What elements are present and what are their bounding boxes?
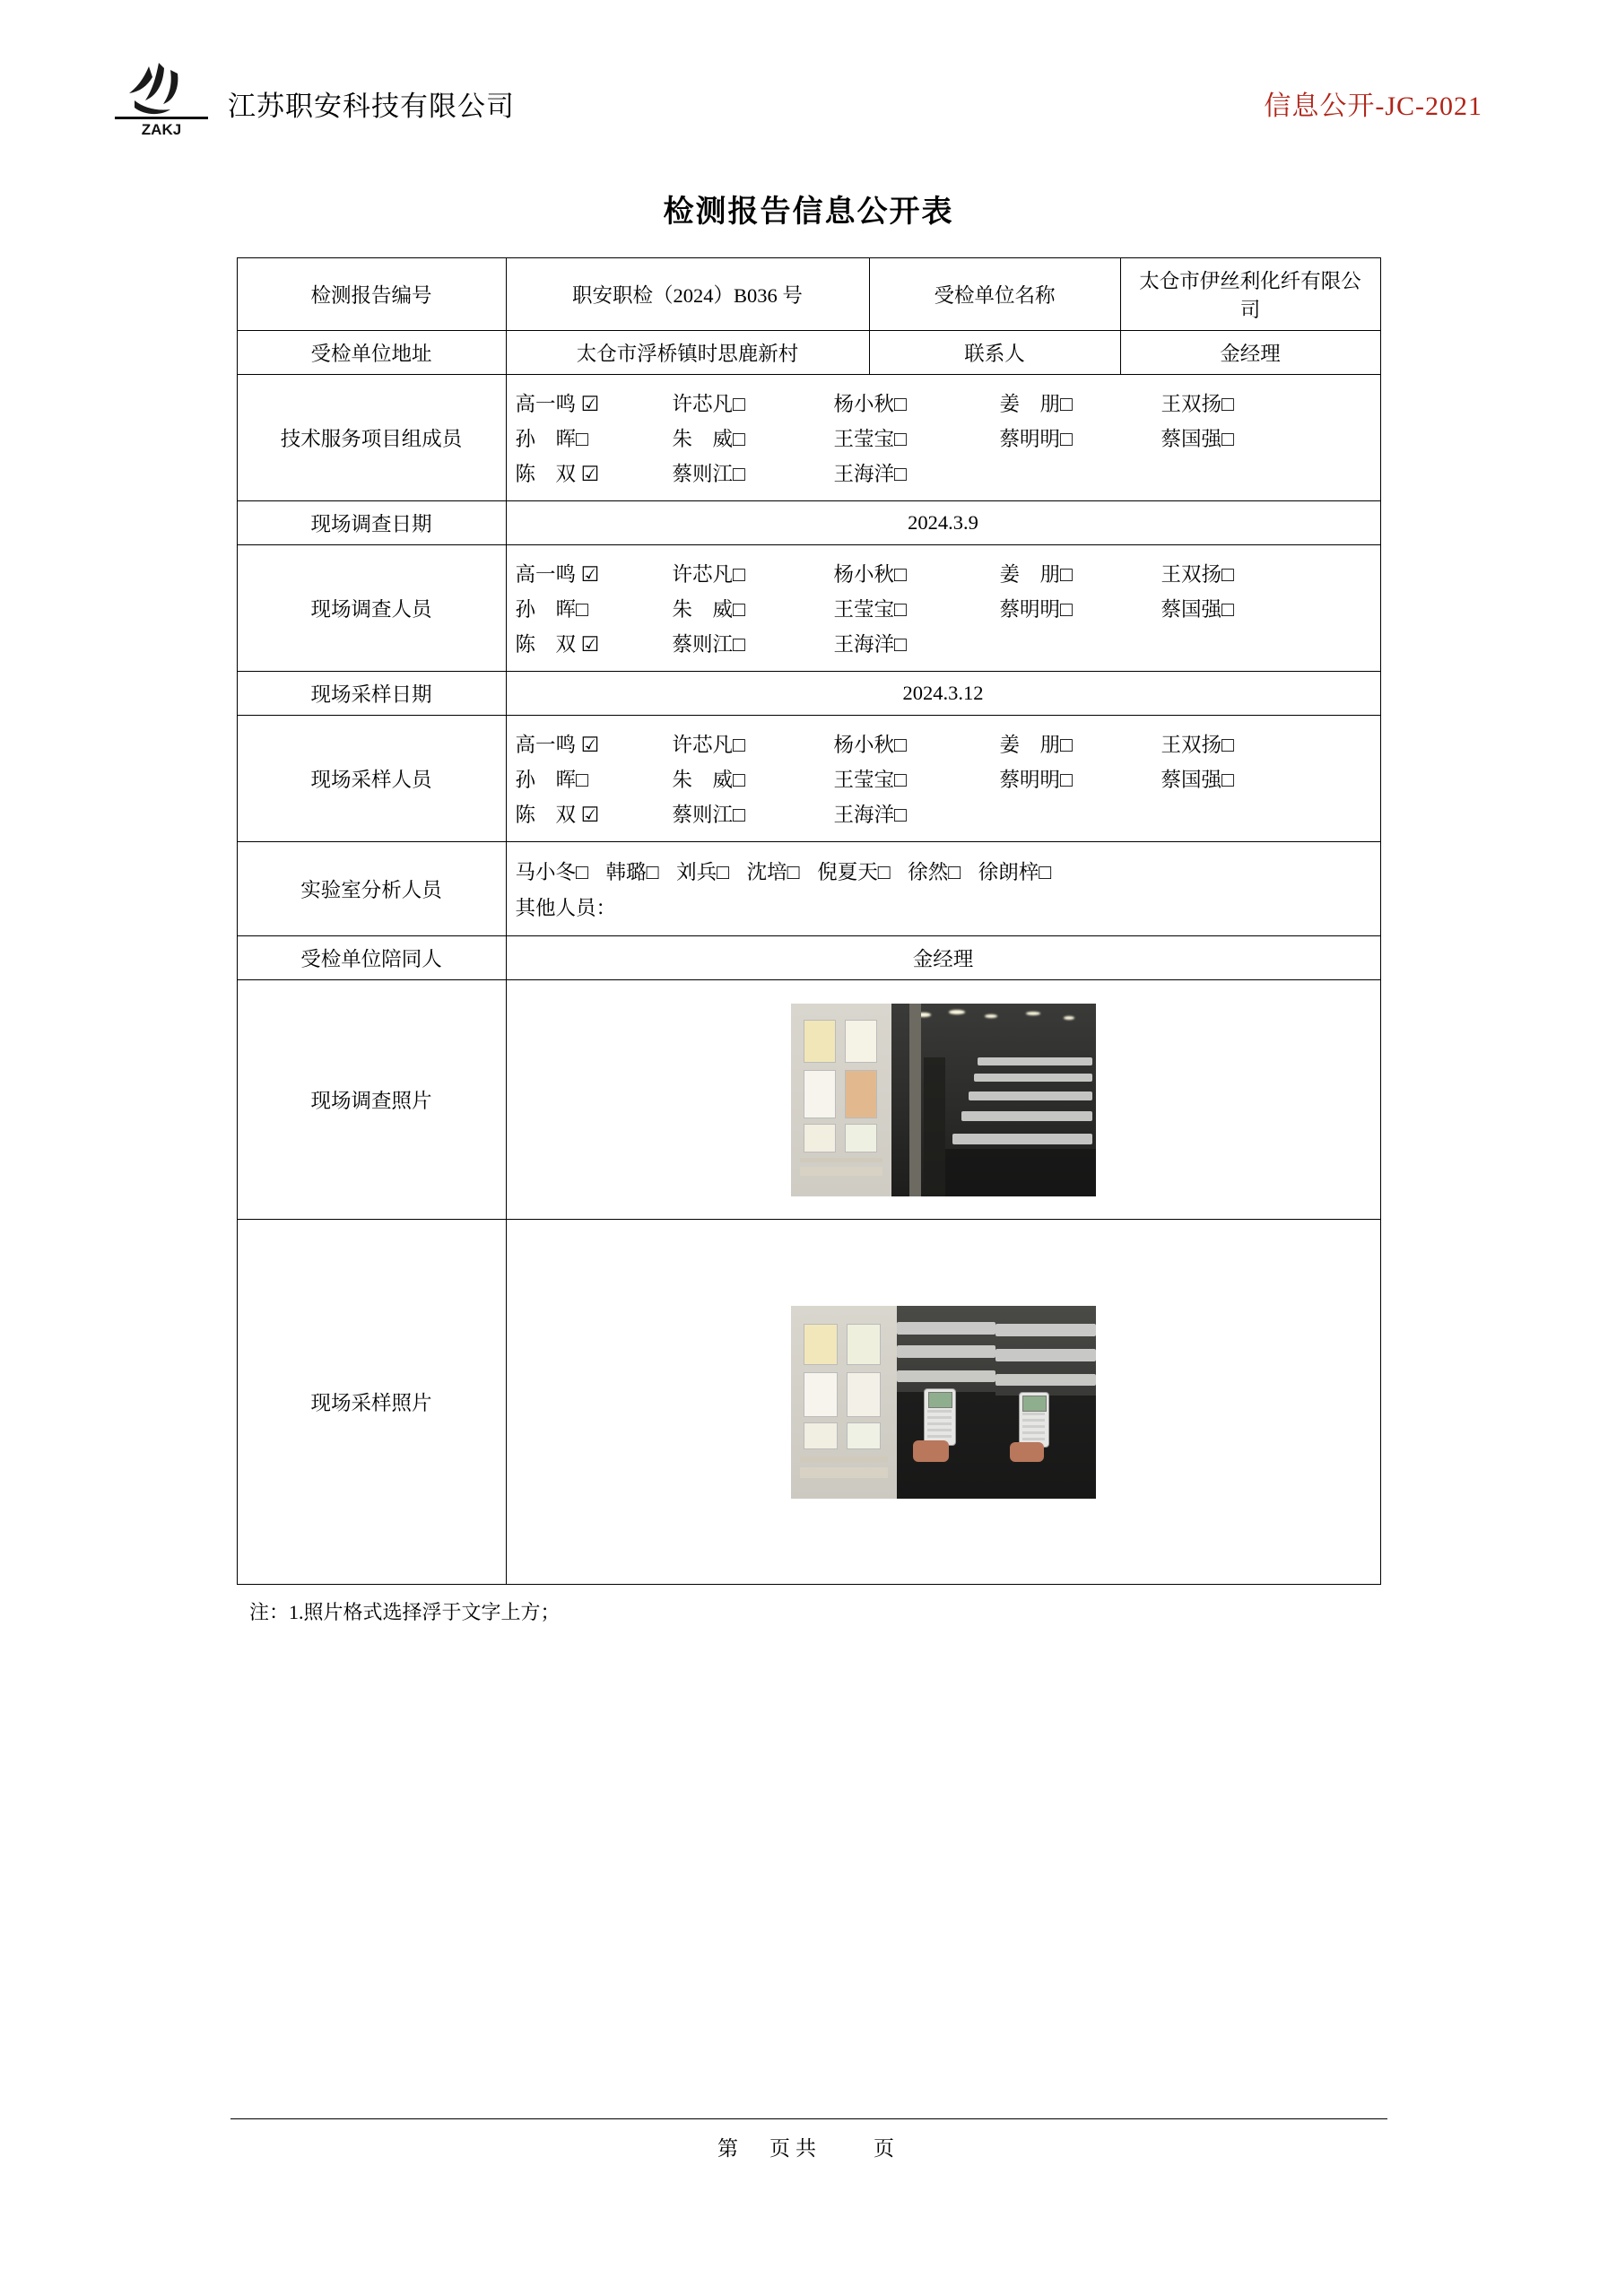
- member-item[interactable]: 杨小秋□: [833, 393, 907, 415]
- value-sampling-date: 2024.3.12: [506, 672, 1380, 716]
- table-row: [237, 980, 1380, 1220]
- member-item[interactable]: 王双扬□: [1161, 563, 1234, 586]
- label-unit-address: 受检单位地址: [237, 331, 506, 375]
- table-row: [237, 716, 1380, 842]
- checkbox: □: [894, 463, 907, 485]
- member-item[interactable]: 杨小秋□: [833, 734, 907, 756]
- member-item[interactable]: 蔡明明□: [999, 769, 1073, 791]
- member-item[interactable]: 高一鸣 ☑: [515, 393, 600, 415]
- member-item[interactable]: 高一鸣 ☑: [515, 563, 600, 586]
- member-item[interactable]: 许芯凡□: [672, 393, 745, 415]
- label-accompany: 受检单位陪同人: [237, 936, 506, 980]
- sampling-photos-cell: [506, 1220, 1380, 1585]
- checkbox: □: [894, 393, 907, 415]
- checkbox: □: [1060, 598, 1073, 621]
- page-title: 检测报告信息公开表: [663, 196, 954, 229]
- checkbox: □: [733, 769, 745, 791]
- member-row-3: [516, 458, 1371, 487]
- value-unit-name: 太仓市伊丝利化纤有限公司: [1120, 258, 1380, 331]
- member-item[interactable]: 王海洋□: [833, 463, 907, 485]
- table-row: [237, 842, 1380, 936]
- member-item[interactable]: 蔡则江□: [672, 804, 745, 826]
- lab-analyst-item[interactable]: 倪夏天□: [817, 861, 891, 883]
- checkbox: □: [1060, 428, 1073, 450]
- value-accompany: 金经理: [506, 936, 1380, 980]
- lab-analyst-item[interactable]: 韩璐□: [605, 861, 659, 883]
- photo-poster-board: [791, 1306, 897, 1499]
- header-left: [108, 61, 515, 146]
- member-item[interactable]: 蔡明明□: [999, 598, 1073, 621]
- checkbox: □: [948, 861, 961, 883]
- footer-divider: [230, 2118, 1387, 2119]
- table-row: [237, 672, 1380, 716]
- checkbox: □: [576, 598, 588, 621]
- checkbox: □: [733, 734, 745, 756]
- member-row-2: [516, 423, 1371, 452]
- checkbox: □: [1221, 734, 1234, 756]
- lab-analyst-item[interactable]: 徐朗梓□: [978, 861, 1052, 883]
- info-table: [237, 257, 1381, 1585]
- checkbox: □: [1060, 769, 1073, 791]
- checkbox: □: [894, 769, 907, 791]
- table-row: [237, 375, 1380, 501]
- member-row-1: [516, 388, 1371, 417]
- value-survey-date: 2024.3.9: [506, 501, 1380, 545]
- value-report-no: 职安职检（2024）B036 号: [506, 258, 869, 331]
- member-item[interactable]: 孙 晖□: [515, 598, 588, 621]
- table-row: [237, 545, 1380, 672]
- lab-analyst-item[interactable]: 徐然□: [908, 861, 961, 883]
- label-contact: 联系人: [869, 331, 1120, 375]
- checkbox: □: [733, 393, 745, 415]
- member-item[interactable]: 蔡则江□: [672, 633, 745, 656]
- member-item[interactable]: 王莹宝□: [833, 769, 907, 791]
- checkbox: □: [894, 428, 907, 450]
- member-item[interactable]: 王双扬□: [1161, 393, 1234, 415]
- checkbox: □: [733, 804, 745, 826]
- member-row-1: [516, 729, 1371, 758]
- other-people-label: 其他人员：: [515, 897, 617, 919]
- checkbox: □: [733, 428, 745, 450]
- survey-photo: [791, 1004, 1096, 1196]
- sampling-people-checklist[interactable]: [506, 716, 1380, 842]
- table-note: 注：1.照片格式选择浮于文字上方；: [249, 1601, 561, 1623]
- checkbox: □: [877, 861, 891, 883]
- checkbox: □: [576, 769, 588, 791]
- label-survey-people: 现场调查人员: [237, 545, 506, 672]
- survey-photo-wrap: [516, 1004, 1371, 1196]
- checkbox: □: [1221, 428, 1234, 450]
- label-sampling-photos: 现场采样照片: [237, 1220, 506, 1585]
- member-item[interactable]: 王莹宝□: [833, 428, 907, 450]
- footer-page-number: 第 页共 页: [717, 2137, 900, 2160]
- checkbox: ☑: [580, 393, 600, 415]
- member-item[interactable]: 朱 威□: [672, 428, 745, 450]
- checkbox: □: [787, 861, 800, 883]
- label-sampling-date: 现场采样日期: [237, 672, 506, 716]
- checkbox: □: [576, 861, 588, 883]
- checkbox: □: [894, 633, 907, 656]
- label-team-members: 技术服务项目组成员: [237, 375, 506, 501]
- member-item[interactable]: 陈 双 ☑: [515, 633, 600, 656]
- sampling-photo-wrap: [516, 1306, 1371, 1499]
- member-item[interactable]: 陈 双 ☑: [515, 463, 600, 485]
- checkbox: □: [1039, 861, 1052, 883]
- checkbox: □: [733, 563, 745, 586]
- document-code: 信息公开-JC-2021: [1264, 91, 1482, 121]
- table-row: [237, 331, 1380, 375]
- table-row: [237, 1220, 1380, 1585]
- checkbox: □: [576, 428, 588, 450]
- member-item[interactable]: 姜 朋□: [999, 393, 1073, 415]
- lab-analysts-checklist[interactable]: [506, 842, 1380, 936]
- member-item[interactable]: 蔡国强□: [1161, 598, 1234, 621]
- survey-people-checklist[interactable]: [506, 545, 1380, 672]
- member-item[interactable]: 许芯凡□: [672, 734, 745, 756]
- lab-analysts-line: [516, 857, 1371, 885]
- member-item[interactable]: 朱 威□: [672, 598, 745, 621]
- checkbox: ☑: [580, 804, 600, 826]
- member-item[interactable]: 蔡国强□: [1161, 428, 1234, 450]
- table-row: [237, 258, 1380, 331]
- member-item[interactable]: 陈 双 ☑: [515, 804, 600, 826]
- company-logo: [108, 61, 215, 146]
- lab-analyst-item[interactable]: 刘兵□: [676, 861, 730, 883]
- photo-sampling-device-left: [897, 1306, 995, 1499]
- checkbox: □: [894, 804, 907, 826]
- photo-poster-board: [791, 1004, 891, 1196]
- page-header: [108, 54, 1509, 152]
- label-lab-analysts: 实验室分析人员: [237, 842, 506, 936]
- page-footer: [108, 2118, 1509, 2161]
- checkbox: □: [894, 734, 907, 756]
- member-item[interactable]: 蔡国强□: [1161, 769, 1234, 791]
- member-row-2: [516, 594, 1371, 622]
- checkbox: □: [894, 563, 907, 586]
- member-item[interactable]: 姜 朋□: [999, 563, 1073, 586]
- member-row-3: [516, 629, 1371, 657]
- photo-workshop: [891, 1004, 1096, 1196]
- member-item[interactable]: 许芯凡□: [672, 563, 745, 586]
- value-unit-address: 太仓市浮桥镇时思鹿新村: [506, 331, 869, 375]
- label-report-no: 检测报告编号: [237, 258, 506, 331]
- label-survey-photos: 现场调查照片: [237, 980, 506, 1220]
- checkbox: ☑: [580, 633, 600, 656]
- team-members-checklist[interactable]: [506, 375, 1380, 501]
- checkbox: □: [733, 463, 745, 485]
- survey-photos-cell: [506, 980, 1380, 1220]
- member-item[interactable]: 王莹宝□: [833, 598, 907, 621]
- checkbox: □: [1221, 563, 1234, 586]
- member-item[interactable]: 高一鸣 ☑: [515, 734, 600, 756]
- checkbox: □: [646, 861, 659, 883]
- checkbox: □: [733, 598, 745, 621]
- lab-analyst-item[interactable]: 马小冬□: [515, 861, 588, 883]
- table-row: [237, 501, 1380, 545]
- sampling-photo: [791, 1306, 1096, 1499]
- member-item[interactable]: 王双扬□: [1161, 734, 1234, 756]
- checkbox: ☑: [580, 463, 600, 485]
- member-item[interactable]: 蔡明明□: [999, 428, 1073, 450]
- checkbox: □: [1060, 563, 1073, 586]
- member-row-3: [516, 799, 1371, 828]
- photo-sampling-device-right: [995, 1306, 1096, 1499]
- value-contact: 金经理: [1120, 331, 1380, 375]
- lab-analyst-item[interactable]: 沈培□: [746, 861, 800, 883]
- checkbox: ☑: [580, 563, 600, 586]
- checkbox: □: [894, 598, 907, 621]
- table-row: [237, 936, 1380, 980]
- checkbox: □: [1060, 734, 1073, 756]
- checkbox: □: [717, 861, 730, 883]
- checkbox: ☑: [580, 734, 600, 756]
- company-name: 江苏职安科技有限公司: [228, 90, 515, 122]
- member-row-1: [516, 559, 1371, 587]
- member-item[interactable]: 王海洋□: [833, 633, 907, 656]
- checkbox: □: [1221, 598, 1234, 621]
- member-item[interactable]: 蔡则江□: [672, 463, 745, 485]
- member-item[interactable]: 姜 朋□: [999, 734, 1073, 756]
- checkbox: □: [733, 633, 745, 656]
- member-item[interactable]: 杨小秋□: [833, 563, 907, 586]
- svg-text:ZAKJ: ZAKJ: [141, 120, 182, 138]
- label-survey-date: 现场调查日期: [237, 501, 506, 545]
- checkbox: □: [1060, 393, 1073, 415]
- member-item[interactable]: 朱 威□: [672, 769, 745, 791]
- member-row-2: [516, 764, 1371, 793]
- member-item[interactable]: 王海洋□: [833, 804, 907, 826]
- member-item[interactable]: 孙 晖□: [515, 428, 588, 450]
- member-item[interactable]: 孙 晖□: [515, 769, 588, 791]
- checkbox: □: [1221, 769, 1234, 791]
- label-unit-name: 受检单位名称: [869, 258, 1120, 331]
- label-sampling-people: 现场采样人员: [237, 716, 506, 842]
- checkbox: □: [1221, 393, 1234, 415]
